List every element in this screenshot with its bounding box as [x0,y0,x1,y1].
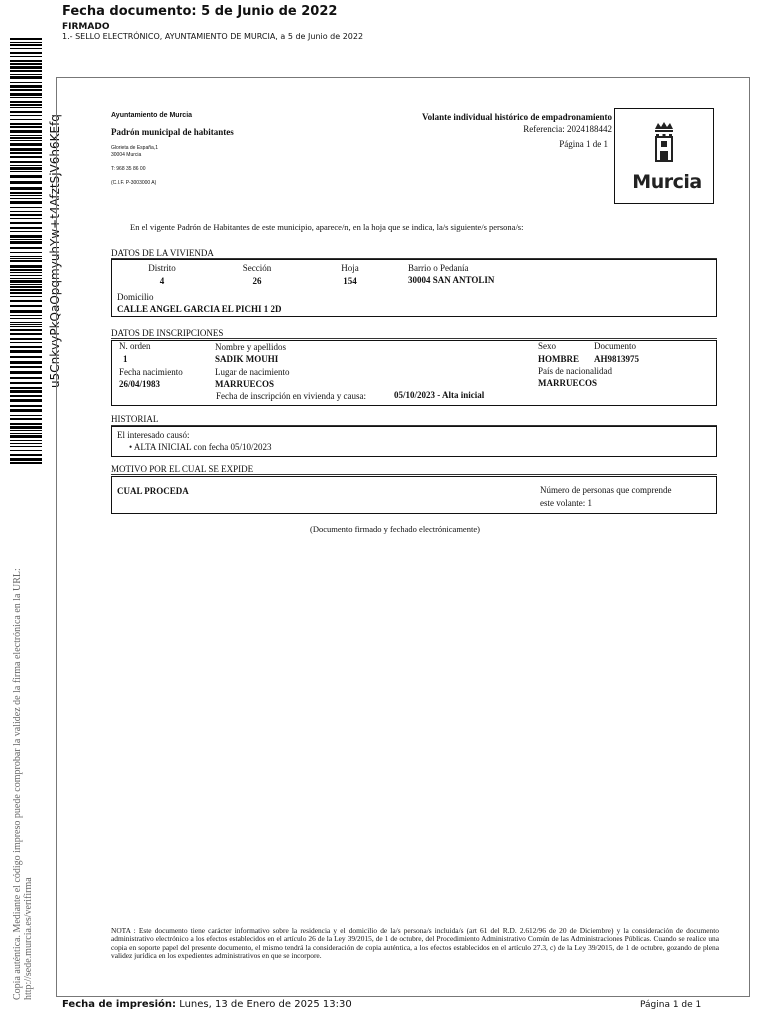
section-title-motivo: MOTIVO POR EL CUAL SE EXPIDE [111,464,254,474]
print-date: Fecha de impresión: Lunes, 13 de Enero de 2025 13:30 [62,999,352,1010]
historial-line-1: El interesado causó: [117,430,190,440]
hoja-value: 154 [343,276,357,286]
lugar-nacimiento-label: Lugar de nacimiento [215,367,290,377]
legal-note: NOTA : Este documento tiene carácter informativo sobre la residencia y el domicilio de la/s persona/s incluida/s (art 61 del R.D. 2.612/96 de 20 de Diciembre) y la consideración de documento administrativo electrónico a los efectos establecidos en el artículo 26 de la Ley 39/2015, de 1 de octubre, del Procedimiento Administrativo Común de las Administraciones Públicas. Cuando se realice una copia en soporte papel del presente documento, el mismo tendrá la consideración de copia auténtica, a los efectos establecidos en el artículo 27.3, c) de la Ley 39/2015, de 1 de octubre, gozando de plena validez jurídica en los expedientes administrativos en que se incorpore. [111,926,719,961]
fecha-nacimiento-label: Fecha nacimiento [119,367,183,377]
nacionalidad-value: MARRUECOS [538,378,598,388]
document-frame [56,77,750,997]
signed-notice: (Documento firmado y fechado electrónicamente) [310,524,480,534]
documento-label: Documento [594,341,636,351]
fecha-inscripcion-value: 05/10/2023 - Alta inicial [394,390,485,400]
personas-label-2: este volante: 1 [540,498,592,508]
section-title-historial: HISTORIAL [111,414,159,424]
section-title-vivienda: DATOS DE LA VIVIENDA [111,248,214,258]
historial-line-2: • ALTA INICIAL con fecha 05/10/2023 [129,442,272,452]
document-reference: Referencia: 2024188442 [523,124,612,134]
footer-page-number: Página 1 de 1 [640,1000,702,1010]
nombre-label: Nombre y apellidos [215,342,286,352]
section-title-inscripciones: DATOS DE INSCRIPCIONES [111,328,224,338]
org-address-1: Glorieta de España,1 [111,145,158,151]
org-phone: T: 968 35 86 00 [111,166,146,172]
signed-status: FIRMADO [62,22,110,32]
documento-value: AH9813975 [594,354,639,364]
fecha-inscripcion-label: Fecha de inscripción en vivienda y causa: [216,391,366,401]
nacionalidad-label: País de nacionalidad [538,366,612,376]
verification-code: u5CnkvyPkQaOpqmyuhYw+t4AfztSjV6h6KEfq [48,114,62,388]
personas-label-1: Número de personas que comprende [540,485,672,495]
section-rule [111,338,717,339]
sexo-label: Sexo [538,341,556,351]
distrito-label: Distrito [148,263,176,273]
motivo-box [111,476,717,514]
fecha-nacimiento-value: 26/04/1983 [119,379,161,389]
electronic-seal-text: 1.- SELLO ELECTRÓNICO, AYUNTAMIENTO DE MURCIA, a 5 de Junio de 2022 [62,32,364,41]
org-address-2: 30004 Murcia [111,152,142,158]
orden-value: 1 [123,354,128,364]
domicilio-value: CALLE ANGEL GARCIA EL PICHI 1 2D [117,304,282,314]
seccion-value: 26 [252,276,262,286]
verification-barcode [10,38,42,464]
barrio-value: 30004 SAN ANTOLIN [408,275,495,285]
organization-name: Ayuntamiento de Murcia [111,112,193,119]
org-cif: (C.I.F. P-3003000 A) [111,180,157,186]
document-title: Volante individual histórico de empadronamiento [421,112,612,122]
motivo-value: CUAL PROCEDA [117,486,189,496]
lugar-nacimiento-value: MARRUECOS [215,379,275,389]
nombre-value: SADIK MOUHI [215,354,279,364]
murcia-logo: Murcia [632,171,702,193]
sexo-value: HOMBRE [538,354,580,364]
service-name: Padrón municipal de habitantes [111,127,234,137]
document-page: Página 1 de 1 [559,139,608,149]
verification-url[interactable]: http://sede.murcia.es/verifirma [23,877,34,1000]
domicilio-label: Domicilio [117,292,154,302]
document-date: Fecha documento: 5 de Junio de 2022 [62,4,338,19]
intro-text: En el vigente Padrón de Habitantes de este municipio, aparece/n, en la hoja que se indica, la/s siguiente/s persona/s: [130,222,524,232]
barrio-label: Barrio o Pedanía [408,263,469,273]
hoja-label: Hoja [341,263,359,273]
distrito-value: 4 [159,276,165,286]
castle-crown-icon [652,121,676,163]
section-rule [111,474,717,475]
orden-label: N. orden [119,341,151,351]
authenticity-note: Copia auténtica. Mediante el código impreso puede comprobar la validez de la firma electrónica en la URL: http://sede.murcia.es/verifirma [12,568,34,1000]
seccion-label: Sección [242,263,272,273]
